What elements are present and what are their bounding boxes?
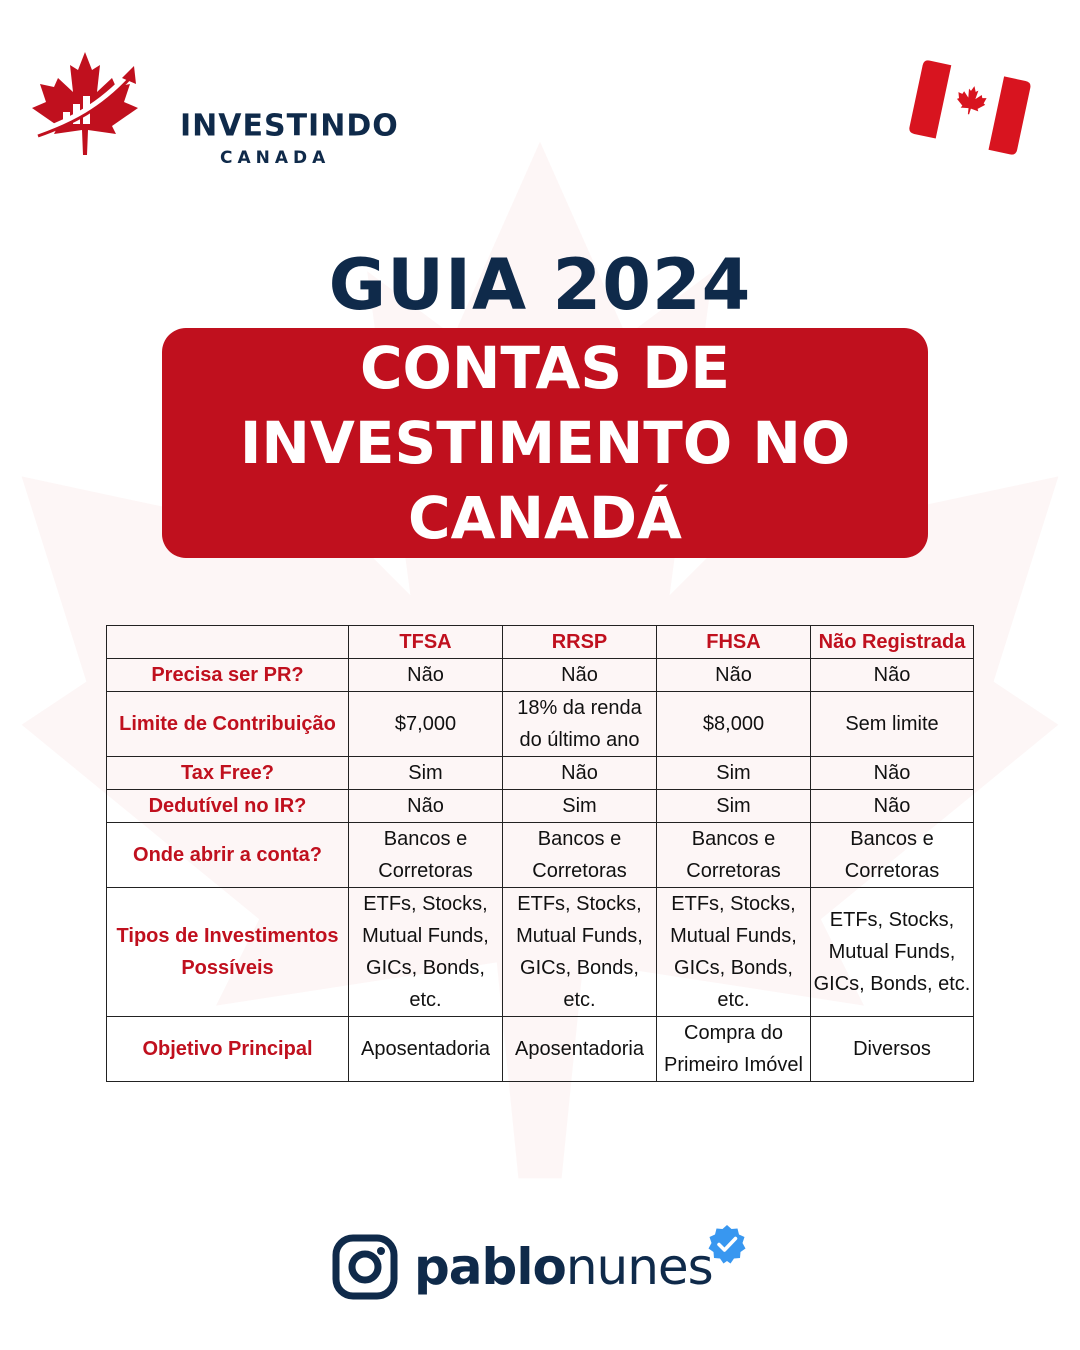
table-cell: Bancos e Corretoras [657,823,811,888]
table-cell: ETFs, Stocks, Mutual Funds, GICs, Bonds, etc. [811,888,974,1017]
maple-leaf-logo-icon [30,52,140,157]
table-cell: Não [503,659,657,692]
column-header-rrsp: RRSP [503,626,657,659]
table-cell: Não [811,790,974,823]
page-title: GUIA 2024 [328,244,752,326]
table-cell: Sem limite [811,692,974,757]
row-label: Objetivo Principal [107,1017,349,1082]
table-row [107,1017,974,1082]
table-header-row [107,626,974,659]
accounts-comparison-table [106,625,974,1082]
table-cell: Não [503,757,657,790]
row-label: Limite de Contribuição [107,692,349,757]
column-header-fhsa: FHSA [657,626,811,659]
row-label: Onde abrir a conta? [107,823,349,888]
handle-last-name: nunes [565,1238,713,1296]
table-cell: Diversos [811,1017,974,1082]
table-cell: ETFs, Stocks, Mutual Funds, GICs, Bonds, etc. [503,888,657,1017]
table-cell: $8,000 [657,692,811,757]
row-label: Precisa ser PR? [107,659,349,692]
table-cell: Não [811,757,974,790]
row-label: Tipos de Investimentos Possíveis [107,888,349,1017]
table-row [107,790,974,823]
table-row [107,823,974,888]
table-cell: Aposentadoria [503,1017,657,1082]
table-cell: Bancos e Corretoras [349,823,503,888]
table-cell: Não [349,790,503,823]
column-header-tfsa: TFSA [349,626,503,659]
instagram-icon[interactable] [332,1234,398,1300]
row-label: Dedutível no IR? [107,790,349,823]
canada-flag-icon [905,55,1035,160]
table-cell: Compra do Primeiro Imóvel [657,1017,811,1082]
column-header-nao-registrada: Não Registrada [811,626,974,659]
row-label: Tax Free? [107,757,349,790]
table-cell: 18% da renda do último ano [503,692,657,757]
table-cell: Sim [657,757,811,790]
brand-logo [30,52,399,168]
headline-line3: CANADÁ [408,483,682,552]
table-cell: ETFs, Stocks, Mutual Funds, GICs, Bonds, etc. [657,888,811,1017]
table-cell: Bancos e Corretoras [811,823,974,888]
table-row [107,888,974,1017]
table-row [107,757,974,790]
table-row [107,692,974,757]
handle-first-name: pablo [414,1238,566,1296]
table-cell: Bancos e Corretoras [503,823,657,888]
table-cell: $7,000 [349,692,503,757]
table-cell: Não [811,659,974,692]
brand-name-line2: CANADA [220,148,331,168]
brand-name-line1: INVESTINDO [180,108,399,144]
table-row [107,659,974,692]
table-cell: Sim [349,757,503,790]
table-header-corner [107,626,349,659]
headline-line1: CONTAS DE [359,333,731,402]
headline-line2: INVESTIMENTO NO [239,408,851,477]
table-cell: ETFs, Stocks, Mutual Funds, GICs, Bonds, etc. [349,888,503,1017]
table-cell: Aposentadoria [349,1017,503,1082]
verified-badge-icon [707,1224,747,1264]
headline-banner [162,328,928,558]
instagram-handle[interactable] [414,1238,713,1296]
table-cell: Não [349,659,503,692]
table-cell: Sim [657,790,811,823]
table-cell: Não [657,659,811,692]
table-cell: Sim [503,790,657,823]
